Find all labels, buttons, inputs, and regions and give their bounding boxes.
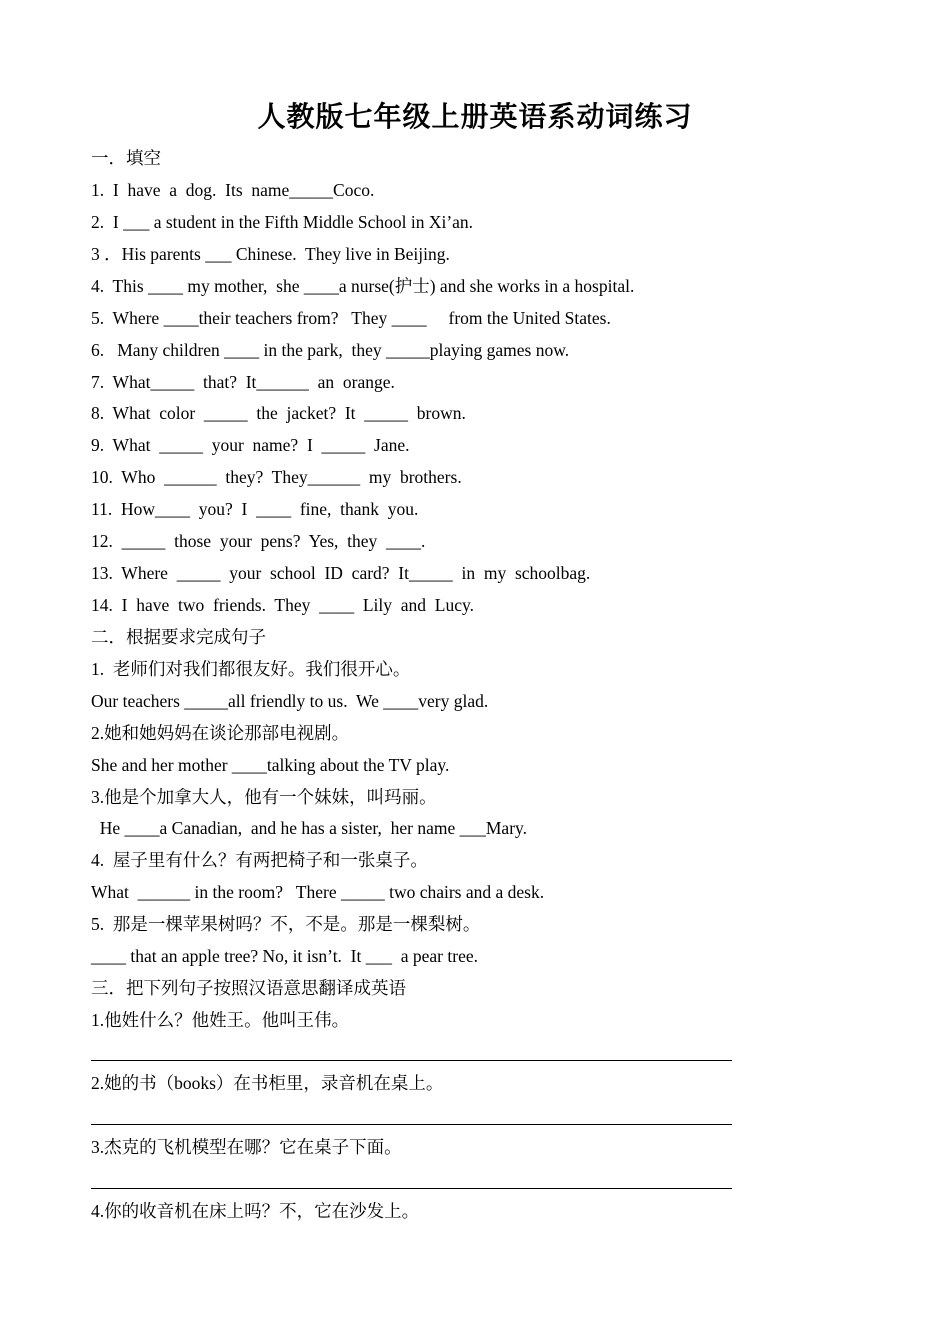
exercise-item: 1. I have a dog. Its name_____Coco.: [91, 180, 375, 200]
translation-prompt: 2.她的书（books）在书柜里，录音机在桌上。: [91, 1073, 444, 1093]
english-sentence: Our teachers _____all friendly to us. We ____very glad.: [91, 691, 489, 711]
exercise-item: 4. This ____ my mother, she ____a nurse(护士) and she works in a hospital.: [91, 276, 635, 296]
translation-prompt: 4.你的收音机在床上吗？不，它在沙发上。: [91, 1201, 420, 1221]
answer-line: [91, 1188, 732, 1189]
exercise-item: 12. _____ those your pens? Yes, they ____.: [91, 531, 426, 551]
answer-line: [91, 1124, 732, 1125]
english-sentence: ____ that an apple tree? No, it isn’t. It ___ a pear tree.: [91, 946, 478, 966]
answer-line: [91, 1060, 732, 1061]
page-title: 人教版七年级上册英语系动词练习: [257, 100, 693, 133]
section-heading-translate: 三．把下列句子按照汉语意思翻译成英语: [91, 978, 406, 998]
translation-prompt: 1.他姓什么？他姓王。他叫王伟。: [91, 1010, 350, 1030]
chinese-prompt: 3.他是个加拿大人，他有一个妹妹，叫玛丽。: [91, 787, 437, 807]
chinese-prompt: 5. 那是一棵苹果树吗？不，不是。那是一棵梨树。: [91, 914, 481, 934]
exercise-item: 3 ．His parents ___ Chinese. They live in Beijing.: [91, 244, 450, 264]
english-sentence: She and her mother ____talking about the TV play.: [91, 755, 450, 775]
chinese-prompt: 1. 老师们对我们都很友好。我们很开心。: [91, 659, 411, 679]
english-sentence: He ____a Canadian, and he has a sister, her name ___Mary.: [91, 818, 528, 838]
exercise-item: 11. How____ you? I ____ fine, thank you.: [91, 499, 419, 519]
english-sentence: What ______ in the room? There _____ two chairs and a desk.: [91, 882, 545, 902]
exercise-item: 9. What _____ your name? I _____ Jane.: [91, 435, 410, 455]
exercise-item: 7. What_____ that? It______ an orange.: [91, 372, 395, 392]
chinese-prompt: 2.她和她妈妈在谈论那部电视剧。: [91, 723, 350, 743]
exercise-item: 13. Where _____ your school ID card? It_____ in my schoolbag.: [91, 563, 591, 583]
exercise-item: 6. Many children ____ in the park, they _____playing games now.: [91, 340, 570, 360]
translation-prompt: 3.杰克的飞机模型在哪？它在桌子下面。: [91, 1137, 402, 1157]
exercise-item: 8. What color _____ the jacket? It _____ brown.: [91, 403, 466, 423]
section-heading-fill-blanks: 一．填空: [91, 148, 161, 168]
exercise-item: 5. Where ____their teachers from? They ____ from the United States.: [91, 308, 611, 328]
exercise-item: 14. I have two friends. They ____ Lily and Lucy.: [91, 595, 474, 615]
chinese-prompt: 4. 屋子里有什么？有两把椅子和一张桌子。: [91, 850, 428, 870]
exercise-item: 2. I ___ a student in the Fifth Middle School in Xi’an.: [91, 212, 474, 232]
section-heading-complete-sentences: 二．根据要求完成句子: [91, 627, 266, 647]
exercise-item: 10. Who ______ they? They______ my brothers.: [91, 467, 462, 487]
